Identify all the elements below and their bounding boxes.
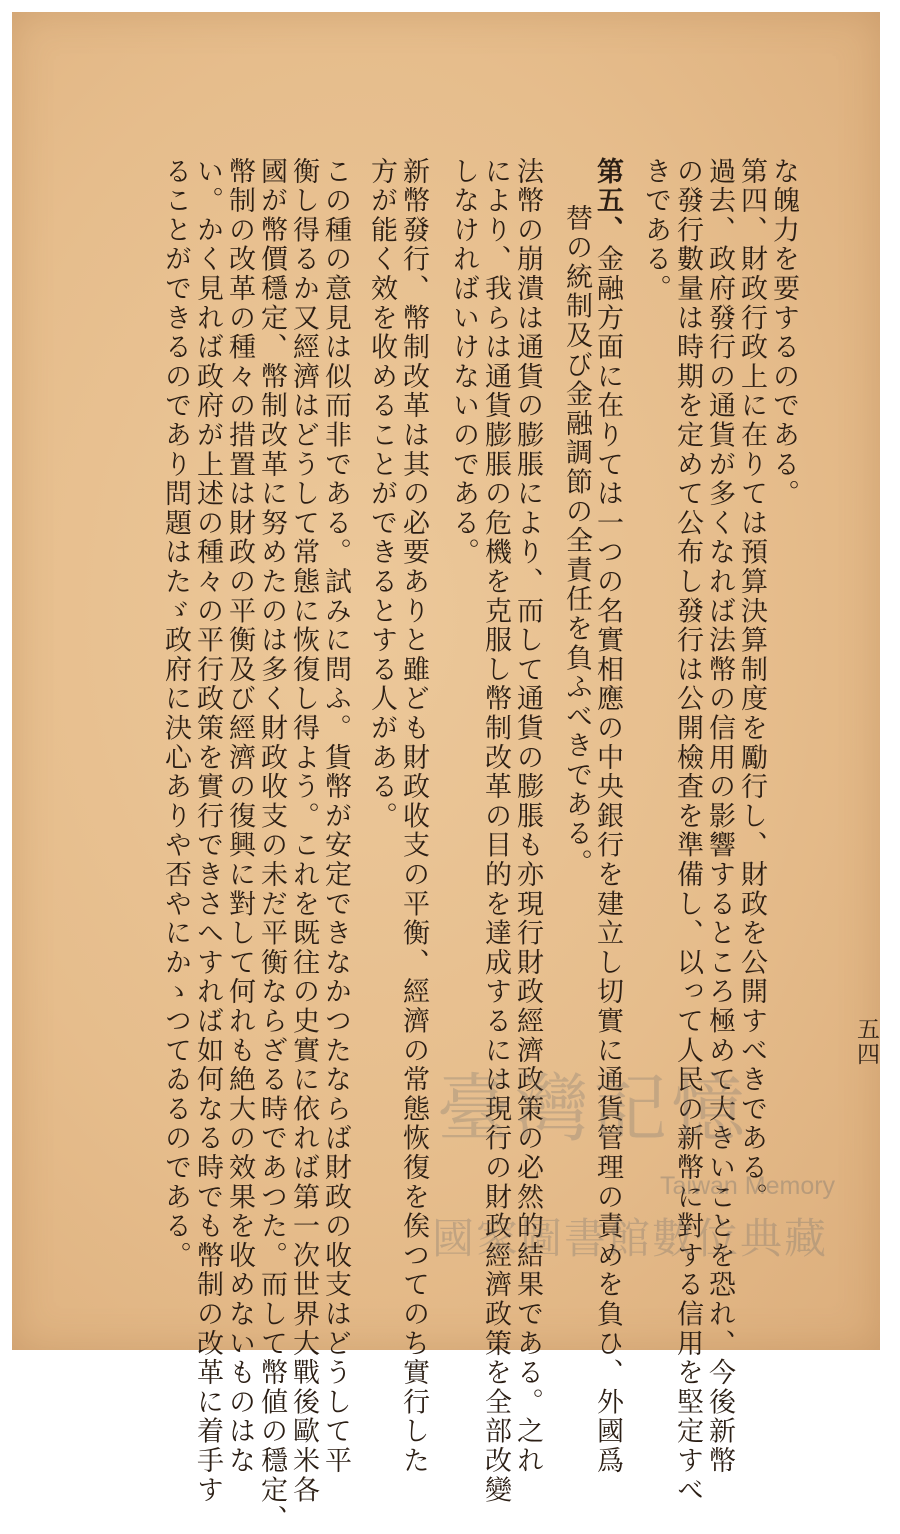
page-number: 五四: [853, 1017, 879, 1067]
text-column: [770, 157, 797, 509]
text-column: [706, 157, 733, 1476]
column-text: 過去、政府發行の通貨が多くなれば法幣の信用の影響するところ極めて大きいことを恐れ、今後新幣: [704, 157, 735, 1476]
column-text: 金融方面に在りては一つの名實相應の中央銀行を建立し切實に通貨管理の責めを負ひ、外國爲: [592, 244, 623, 1476]
text-column: [194, 157, 221, 1505]
column-text: 新幣發行、幣制改革は其の必要ありと雖ども財政收支の平衡、經濟の常態恢復を俟つてのち實行した: [398, 157, 429, 1476]
column-text: 國が幣價穩定、幣制改革に努めたのは多く財政收支の未だ平衡ならざる時であつた。而して幣値の穩定、: [256, 157, 287, 1534]
text-column: [450, 157, 477, 567]
text-column: [563, 204, 590, 878]
column-text: ることができるのであり問題はたゞ政府に決心ありや否やにかゝつてゐるのである。: [160, 157, 191, 1271]
column-text: 第四、財政行政上に在りては預算決算制度を勵行し、財政を公開すべきである。: [736, 157, 767, 1212]
text-column: [674, 157, 701, 1505]
column-text: 衡し得るか又經濟はどうして常態に恢復し得よう。これを既往の史實に依れば第一次世界大戰後歐米各: [288, 157, 319, 1505]
column-text: 法幣の崩潰は通貨の膨脹により、而して通貨の膨脹も亦現行財政經濟政策の必然的結果である。之れ: [512, 157, 543, 1476]
text-column: [258, 157, 285, 1534]
text-column: [368, 157, 395, 831]
column-text: しなければいけないのである。: [448, 157, 479, 568]
text-column: [226, 157, 253, 1476]
column-text: により、我らは通貨膨脹の危機を克服し幣制改革の目的を達成するには現行の財政經濟政策を全部改變: [480, 157, 511, 1505]
text-column: [594, 157, 621, 1476]
column-text: 替の統制及び金融調節の全責任を負ふべきである。: [561, 204, 592, 878]
column-text: の發行數量は時期を定めて公布し發行は公開檢査を準備し、以って人民の新幣に對する信用を堅定すべ: [672, 157, 703, 1505]
text-column: [514, 157, 541, 1476]
column-text: この種の意見は似而非である。試みに問ふ。貨幣が安定できなかつたならば財政の收支はどうして平: [320, 157, 351, 1476]
book-page: [12, 12, 880, 1534]
watermark-english: Taiwan Memory: [660, 1172, 836, 1200]
column-text: な魄力を要するのである。: [768, 157, 799, 509]
column-text: 方が能く效を收めることができるとする人がある。: [366, 157, 397, 831]
column-text: い。かく見れば政府が上述の種々の平行政策を實行できさへすれば如何なる時でも幣制の改革に着手す: [192, 157, 223, 1505]
column-text: 幣制の改革の種々の措置は財政の平衡及び經濟の復興に對して何れも絶大の效果を收めないものはな: [224, 157, 255, 1476]
text-column: [162, 157, 189, 1270]
text-column: [642, 157, 669, 304]
text-column: [290, 157, 317, 1505]
text-column: [322, 157, 349, 1476]
section-heading: 第五、: [592, 157, 623, 245]
column-text: きである。: [640, 157, 671, 304]
watermark-logo: 臺灣記憶: [437, 1066, 749, 1152]
watermark-library: 國家圖書館數位典藏: [432, 1214, 829, 1263]
text-column: [482, 157, 509, 1505]
text-column: [400, 157, 427, 1476]
